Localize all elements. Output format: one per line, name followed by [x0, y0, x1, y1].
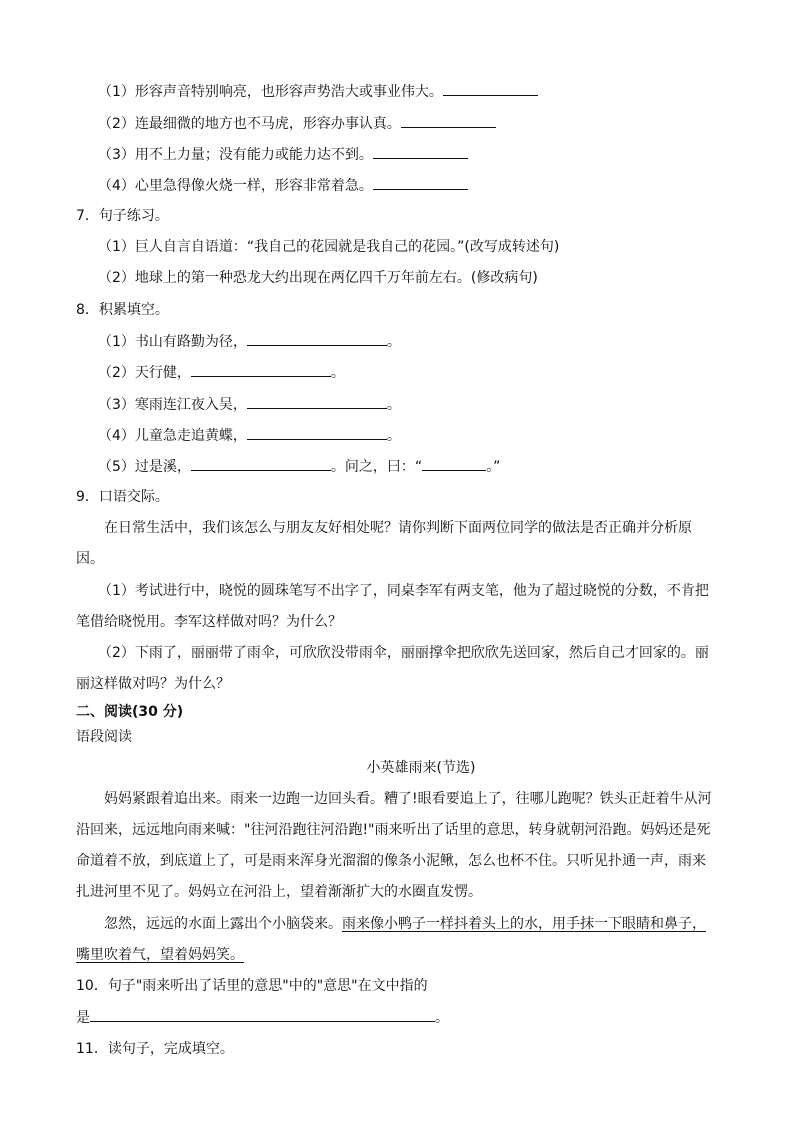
q8-item-2-text: （2）天行健，	[98, 365, 191, 381]
q8-item-1	[98, 331, 401, 351]
q8-item-end: 。	[386, 334, 401, 350]
q9-p1-line-1: （1）考试进行中，晓悦的圆珠笔写不出字了，同桌李军有两支笔，他为了超过晓悦的分数，不肯把	[98, 583, 709, 599]
q10-line-2-prefix: 是	[76, 1010, 90, 1026]
passage-para1-line-1: 妈妈紧跟着追出来。雨来一边跑一边回头看。糟了!眼看要追上了，往哪儿跑呢？铁头正赶着牛从河	[104, 791, 712, 807]
q8-item-1-text: （1）书山有路勤为径，	[98, 334, 247, 350]
q6-item-1-text: （1）形容声音特别响亮，也形容声势浩大或事业伟大。	[98, 84, 443, 100]
passage-para2-underlined: 雨来像小鸭子一样抖着头上的水，用手抹一下眼睛和鼻子，	[342, 916, 706, 932]
q8-item-end: 。	[386, 397, 401, 413]
q8-item-5-text-b: 。问之，曰：“	[330, 459, 423, 475]
q6-item-4-text: （4）心里急得像火烧一样，形容非常着急。	[98, 178, 373, 194]
q11-title: 11．读句子，完成填空。	[76, 1041, 234, 1057]
q10-line-2-suffix: 。	[435, 1010, 449, 1026]
passage-title: 小英雄雨来(节选)	[366, 760, 476, 776]
q7-item-1: （1）巨人自言自语道：“我自己的花园就是我自己的花园。”(改写成转述句)	[98, 239, 560, 255]
q7-title: 7．句子练习。	[76, 208, 169, 224]
answer-blank[interactable]	[422, 456, 486, 471]
passage-para1-line-4: 扎进河里不见了。妈妈立在河沿上，望着渐渐扩大的水圈直发愣。	[76, 884, 482, 900]
q8-item-4	[98, 425, 401, 445]
q8-item-3	[98, 394, 401, 414]
q8-item-5	[98, 456, 500, 476]
answer-blank[interactable]	[90, 1007, 435, 1022]
q6-item-3-text: （3）用不上力量；没有能力或能力达不到。	[98, 147, 373, 163]
answer-blank[interactable]	[247, 394, 387, 409]
q7-item-2: （2）地球上的第一种恐龙大约出现在两亿四千万年前左右。(修改病句)	[98, 270, 538, 286]
q9-title: 9．口语交际。	[76, 489, 169, 505]
answer-blank[interactable]	[401, 113, 496, 128]
passage-para1-line-3: 命道着不放，到底道上了，可是雨来浑身光溜溜的像条小泥鳅，怎么也杯不住。只听见扑通一声，雨来	[76, 853, 706, 869]
section-subheading: 语段阅读	[76, 729, 132, 745]
answer-blank[interactable]	[191, 362, 331, 377]
section-heading: 二、阅读(30 分)	[76, 704, 184, 720]
q8-item-4-text: （4）儿童急走追黄蝶，	[98, 428, 247, 444]
q6-item-2	[98, 113, 496, 133]
q9-intro-line-1: 在日常生活中，我们该怎么与朋友友好相处呢？请你判断下面两位同学的做法是否正确并分析原	[104, 520, 692, 536]
answer-blank[interactable]	[191, 456, 331, 471]
q8-item-2	[98, 362, 345, 382]
q8-item-end: 。	[330, 365, 345, 381]
q10-line-1: 10．句子"雨来听出了话里的意思"中的"意思"在文中指的	[76, 978, 428, 994]
answer-blank[interactable]	[373, 144, 468, 159]
passage-para2-line-2: 嘴里吹着气，望着妈妈笑。	[76, 947, 244, 963]
q6-item-3	[98, 144, 468, 164]
q9-p2-line-2: 丽这样做对吗？为什么？	[76, 676, 230, 692]
q9-p1-line-2: 笔借给晓悦用。李军这样做对吗？为什么？	[76, 614, 342, 630]
passage-para2-line-1	[104, 914, 706, 934]
answer-blank[interactable]	[247, 331, 387, 346]
q8-item-5-text-c: 。”	[486, 459, 501, 475]
q8-title: 8．积累填空。	[76, 302, 169, 318]
q8-item-3-text: （3）寒雨连江夜入吴，	[98, 397, 247, 413]
passage-para1-line-2: 沿回来，远远地向雨来喊："往河沿跑往河沿跑!"雨来听出了话里的意思，转身就朝河沿跑。妈妈还是死	[76, 822, 711, 838]
answer-blank[interactable]	[247, 425, 387, 440]
answer-blank[interactable]	[443, 81, 538, 96]
answer-blank[interactable]	[373, 175, 468, 190]
q6-item-2-text: （2）连最细微的地方也不马虎，形容办事认真。	[98, 116, 401, 132]
q6-item-1	[98, 81, 538, 101]
q9-intro-line-2: 因。	[76, 551, 104, 567]
q8-item-end: 。	[386, 428, 401, 444]
q6-item-4	[98, 175, 468, 195]
q8-item-5-text-a: （5）过是溪，	[98, 459, 191, 475]
q10-line-2	[76, 1007, 449, 1027]
passage-para2-plain: 忽然，远远的水面上露出个小脑袋来。	[104, 916, 342, 932]
q9-p2-line-1: （2）下雨了，丽丽带了雨伞，可欣欣没带雨伞，丽丽撑伞把欣欣先送回家，然后自己才回家的。丽	[98, 645, 709, 661]
